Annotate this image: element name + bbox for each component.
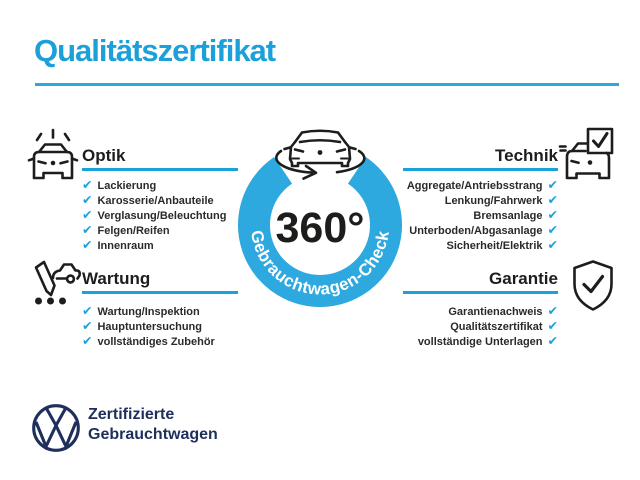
garantie-checklist <box>403 304 558 349</box>
car-checkbox-icon <box>560 129 612 178</box>
list-item <box>403 208 558 223</box>
check-icon: ✔ <box>82 304 93 319</box>
list-item <box>82 238 238 253</box>
list-item <box>403 193 558 208</box>
list-item-label: Felgen/Reifen <box>97 224 170 237</box>
list-item-label: Karosserie/Anbauteile <box>97 194 214 207</box>
list-item-label: Innenraum <box>97 239 154 252</box>
section-garantie-underline <box>403 291 558 294</box>
title-divider <box>35 83 619 86</box>
page-title: Qualitätszertifikat <box>34 33 276 68</box>
list-item <box>403 178 558 193</box>
section-garantie-title: Garantie <box>489 269 558 288</box>
list-item <box>82 193 238 208</box>
check-icon: ✔ <box>547 193 558 208</box>
car-shine-icon <box>29 130 77 178</box>
ring-value: 360° <box>275 204 365 252</box>
list-item-label: Wartung/Inspektion <box>97 305 200 318</box>
list-item-label: Sicherheit/Elektrik <box>446 239 543 252</box>
service-checklist-icon <box>35 262 80 305</box>
check-icon: ✔ <box>547 223 558 238</box>
list-item <box>403 238 558 253</box>
check-icon: ✔ <box>82 178 93 193</box>
list-item-label: Qualitätszertifikat <box>450 320 543 333</box>
list-item-label: Garantienachweis <box>448 305 543 318</box>
brand-line1: Zertifizierte <box>88 406 175 423</box>
brand-wordmark <box>88 405 218 444</box>
section-technik <box>403 146 558 253</box>
check-icon: ✔ <box>547 319 558 334</box>
list-item <box>82 178 238 193</box>
check-icon: ✔ <box>82 223 93 238</box>
list-item <box>82 319 238 334</box>
list-item <box>403 304 558 319</box>
list-item-label: Lenkung/Fahrwerk <box>444 194 543 207</box>
section-technik-title: Technik <box>495 146 558 165</box>
section-wartung <box>82 269 238 349</box>
list-item-label: vollständige Unterlagen <box>417 335 543 348</box>
list-item-label: Hauptuntersuchung <box>97 320 202 333</box>
list-item-label: Bremsanlage <box>473 209 543 222</box>
check-icon: ✔ <box>82 319 93 334</box>
list-item-label: Lackierung <box>97 179 157 192</box>
check-icon: ✔ <box>82 193 93 208</box>
optik-checklist <box>82 178 238 253</box>
check-icon: ✔ <box>547 304 558 319</box>
list-item <box>82 208 238 223</box>
wartung-checklist <box>82 304 238 349</box>
list-item-label: Unterboden/Abgasanlage <box>409 224 543 237</box>
check-icon: ✔ <box>547 208 558 223</box>
check-icon: ✔ <box>547 178 558 193</box>
ring-label: Gebrauchtwagen-Check <box>247 228 393 299</box>
check-icon: ✔ <box>82 238 93 253</box>
check-icon: ✔ <box>82 208 93 223</box>
section-technik-underline <box>403 168 558 171</box>
section-optik-title: Optik <box>82 146 126 165</box>
list-item <box>82 334 238 349</box>
car-rotation-icon <box>276 131 364 179</box>
technik-checklist <box>403 178 558 253</box>
list-item-label: vollständiges Zubehör <box>97 335 215 348</box>
brand-line2: Gebrauchtwagen <box>88 425 218 443</box>
list-item <box>82 304 238 319</box>
list-item <box>403 334 558 349</box>
section-wartung-underline <box>82 291 238 294</box>
section-optik-underline <box>82 168 238 171</box>
ring-arc <box>254 170 386 291</box>
check-icon: ✔ <box>82 334 93 349</box>
section-wartung-title: Wartung <box>82 269 151 288</box>
list-item <box>403 319 558 334</box>
shield-check-icon <box>575 262 612 310</box>
ring-label-text <box>247 229 393 299</box>
check-icon: ✔ <box>547 334 558 349</box>
section-optik <box>82 146 238 253</box>
list-item <box>403 223 558 238</box>
section-garantie <box>403 269 558 349</box>
list-item-label: Aggregate/Antriebsstrang <box>406 179 543 192</box>
check-icon: ✔ <box>547 238 558 253</box>
vw-logo <box>34 406 79 451</box>
list-item-label: Verglasung/Beleuchtung <box>97 209 227 222</box>
list-item <box>82 223 238 238</box>
ring-badge <box>247 170 393 298</box>
